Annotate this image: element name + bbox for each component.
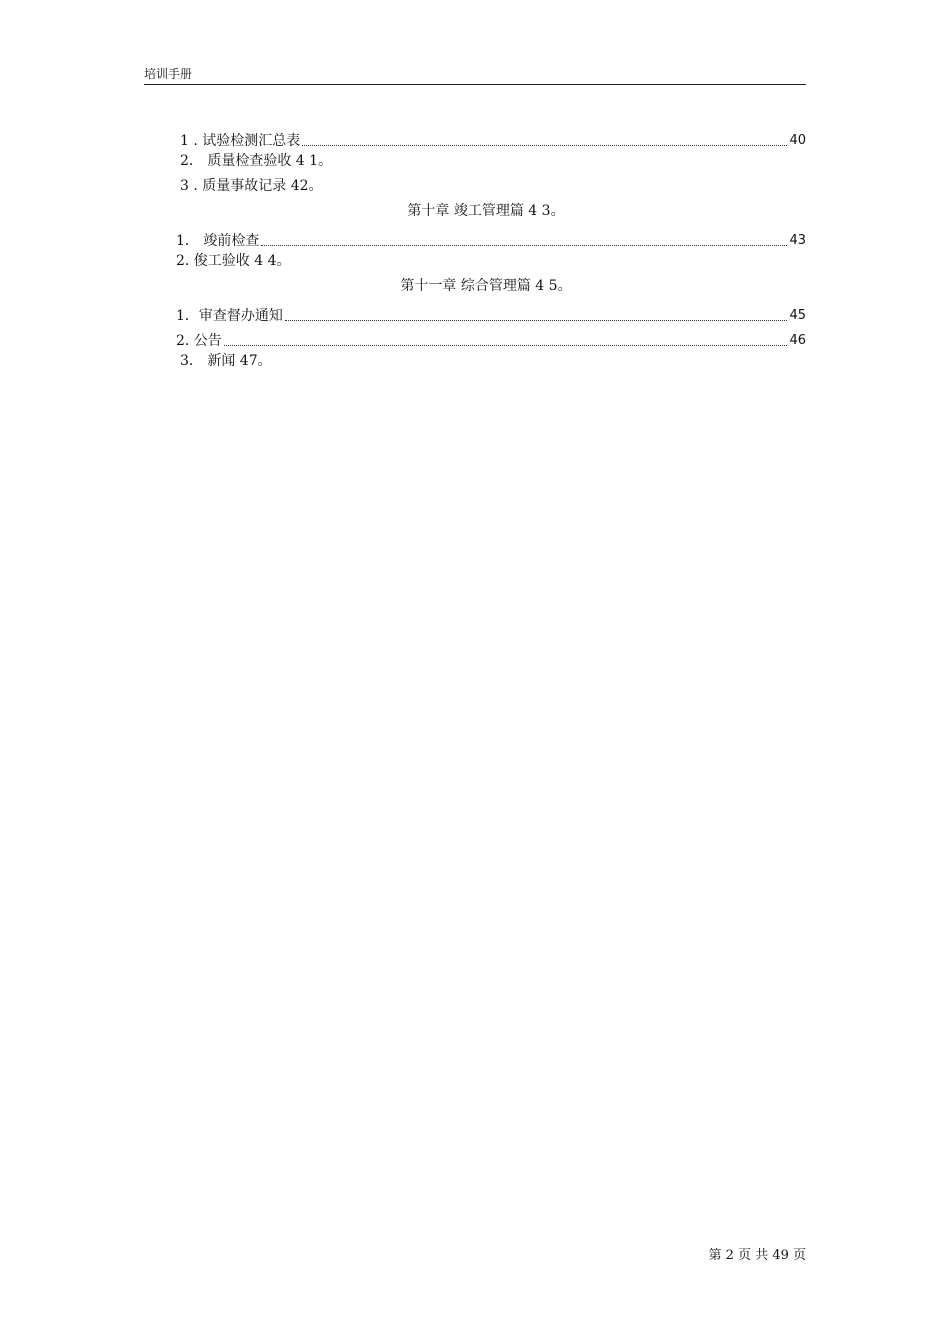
toc-entry[interactable] xyxy=(176,226,806,251)
toc-entry[interactable] xyxy=(176,301,806,326)
toc-chapter-label: 第十章 竣工管理篇 4 3。 xyxy=(407,203,565,219)
toc-entry[interactable] xyxy=(176,351,806,376)
dot-leader xyxy=(285,320,788,321)
toc-entry-page: 45 xyxy=(789,308,806,323)
toc-chapter-heading[interactable] xyxy=(176,276,806,301)
header-title: 培训手册 xyxy=(144,67,193,81)
toc-entry-page: 46 xyxy=(789,333,806,348)
toc-entry-label: 2. 公告 xyxy=(176,333,222,349)
toc-entry[interactable] xyxy=(176,151,806,176)
dot-leader xyxy=(224,345,788,346)
table-of-contents xyxy=(176,126,806,376)
page-header xyxy=(144,66,806,85)
toc-chapter-heading[interactable] xyxy=(176,201,806,226)
toc-entry[interactable] xyxy=(176,326,806,351)
toc-entry-label: 1．审查督办通知 xyxy=(176,308,283,324)
toc-entry-label: 3． 新闻 47。 xyxy=(180,353,272,369)
toc-entry-label: 1 . 试验检测汇总表 xyxy=(180,133,301,149)
page-footer xyxy=(709,1248,806,1264)
toc-entry[interactable] xyxy=(176,126,806,151)
toc-entry[interactable] xyxy=(176,176,806,201)
toc-chapter-label: 第十一章 综合管理篇 4 5。 xyxy=(400,278,572,294)
toc-entry-page: 43 xyxy=(789,233,806,248)
toc-entry-label: 1． 竣前检查 xyxy=(176,233,260,249)
toc-entry[interactable] xyxy=(176,251,806,276)
dot-leader xyxy=(302,145,787,146)
page-number-info: 第 2 页 共 49 页 xyxy=(708,1248,806,1263)
dot-leader xyxy=(261,245,787,246)
toc-entry-page: 40 xyxy=(789,133,806,148)
toc-entry-label: 2． 质量检查验收 4 1。 xyxy=(180,153,333,169)
toc-entry-label: 2. 俊工验收 4 4。 xyxy=(176,253,291,269)
toc-entry-label: 3 . 质量事故记录 42。 xyxy=(180,178,323,194)
